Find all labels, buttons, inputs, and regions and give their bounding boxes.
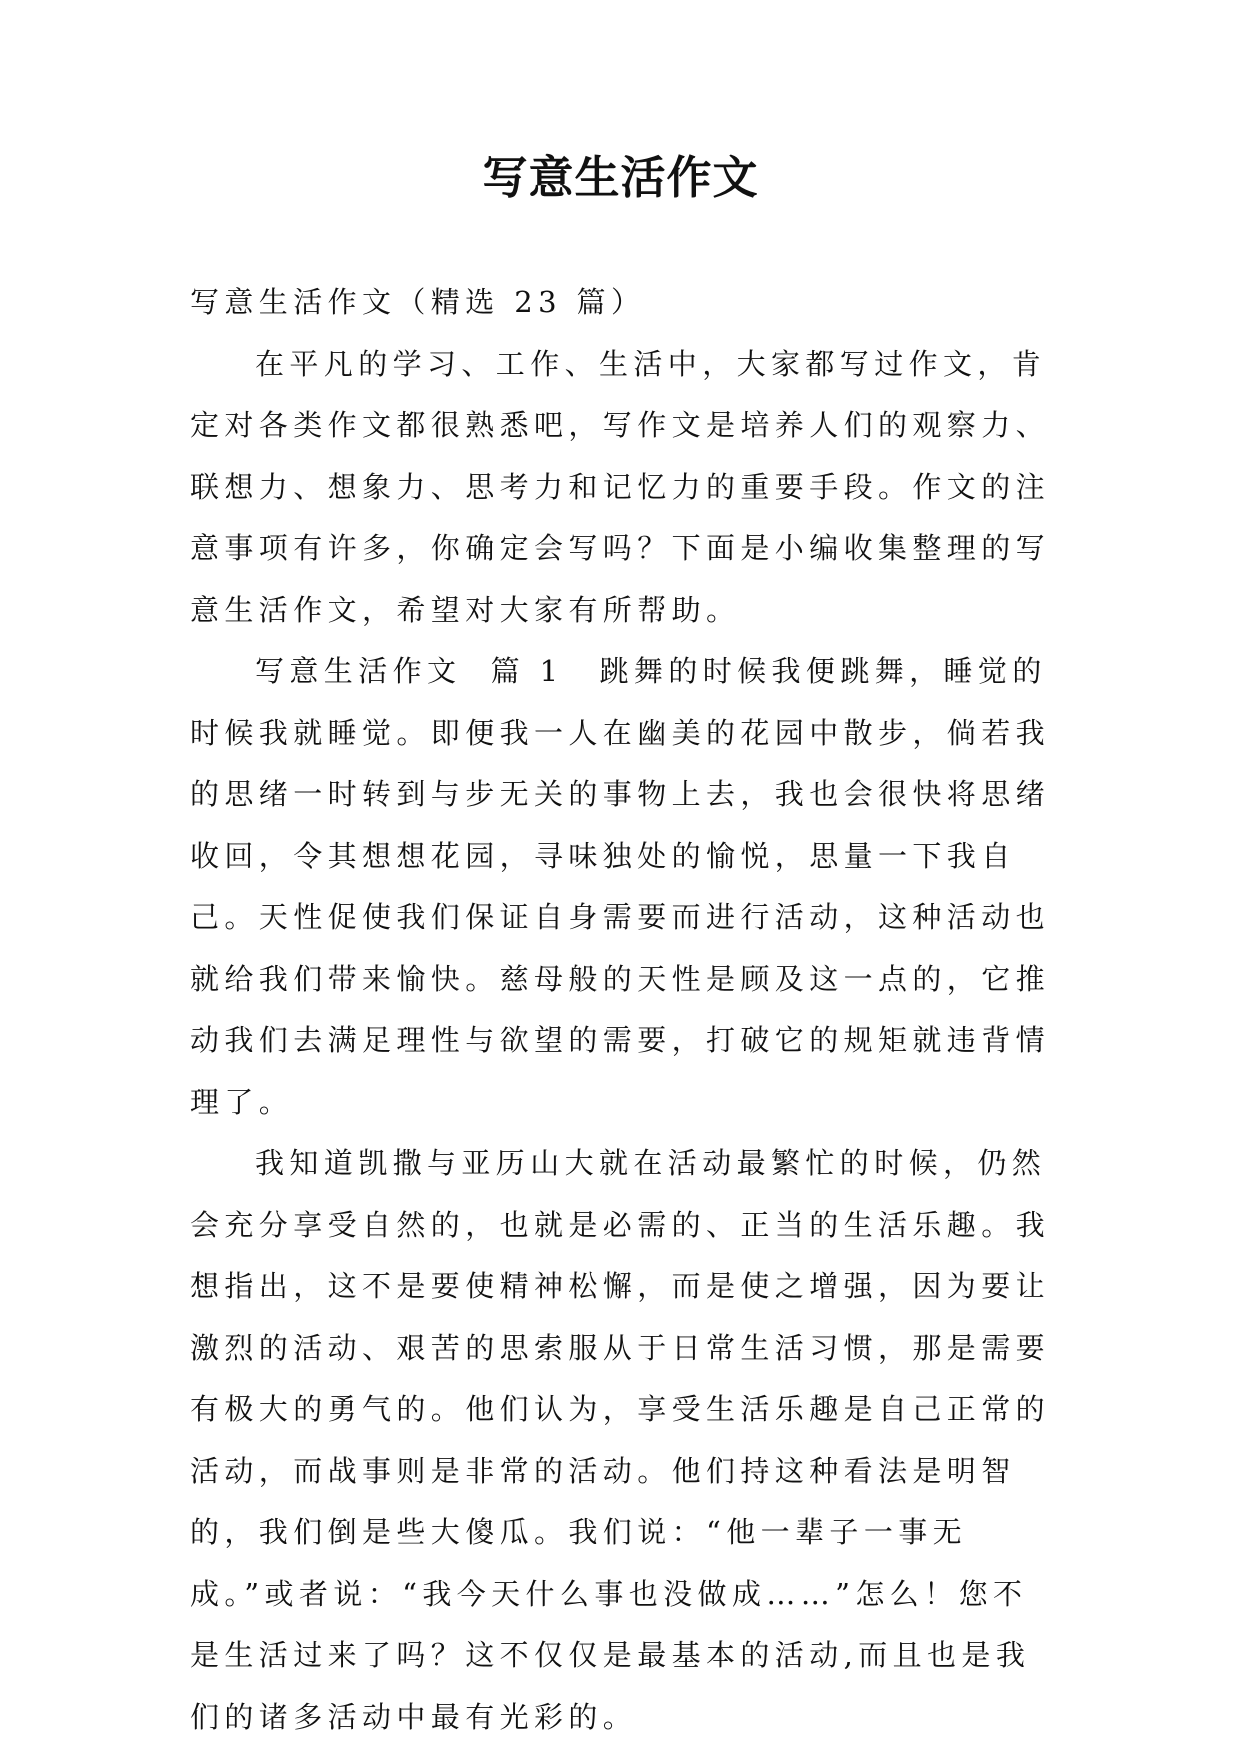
- section-1-heading: 写意生活作文 篇 1: [255, 654, 564, 688]
- section-1-paragraph: [190, 641, 1050, 1133]
- paragraph-2: 我知道凯撒与亚历山大就在活动最繁忙的时候，仍然会充分享受自然的，也就是必需的、正当的生活乐趣。我想指出，这不是要使精神松懈，而是使之增强，因为要让激烈的活动、艰苦的思索服从于日常生活习惯，那是需要有极大的勇气的。他们认为，享受生活乐趣是自己正常的活动，而战事则是非常的活动。他们持这种看法是明智的，我们倒是些大傻瓜。我们说：“他一辈子一事无成。”或者说：“我今天什么事也没做成……”怎么！您不是生活过来了吗？这不仅仅是最基本的活动,而且也是我们的诸多活动中最有光彩的。: [190, 1146, 1051, 1734]
- section-1-text: 跳舞的时候我便跳舞，睡觉的时候我就睡觉。即便我一人在幽美的花园中散步，倘若我的思绪一时转到与步无关的事物上去，我也会很快将思绪收回，令其想想花园，寻味独处的愉悦，思量一下我自己。天性促使我们保证自身需要而进行活动，这种活动也就给我们带来愉快。慈母般的天性是顾及这一点的，它推动我们去满足理性与欲望的需要，打破它的规矩就违背情理了。: [190, 654, 1051, 1119]
- intro-paragraph: 在平凡的学习、工作、生活中，大家都写过作文，肯定对各类作文都很熟悉吧，写作文是培养人们的观察力、联想力、想象力、思考力和记忆力的重要手段。作文的注意事项有许多，你确定会写吗？下面是小编收集整理的写意生活作文，希望对大家有所帮助。: [190, 346, 1051, 627]
- document-title: 写意生活作文: [482, 151, 759, 204]
- document-body: [190, 272, 1050, 1748]
- document-subtitle: 写意生活作文（精选 23 篇）: [190, 285, 646, 319]
